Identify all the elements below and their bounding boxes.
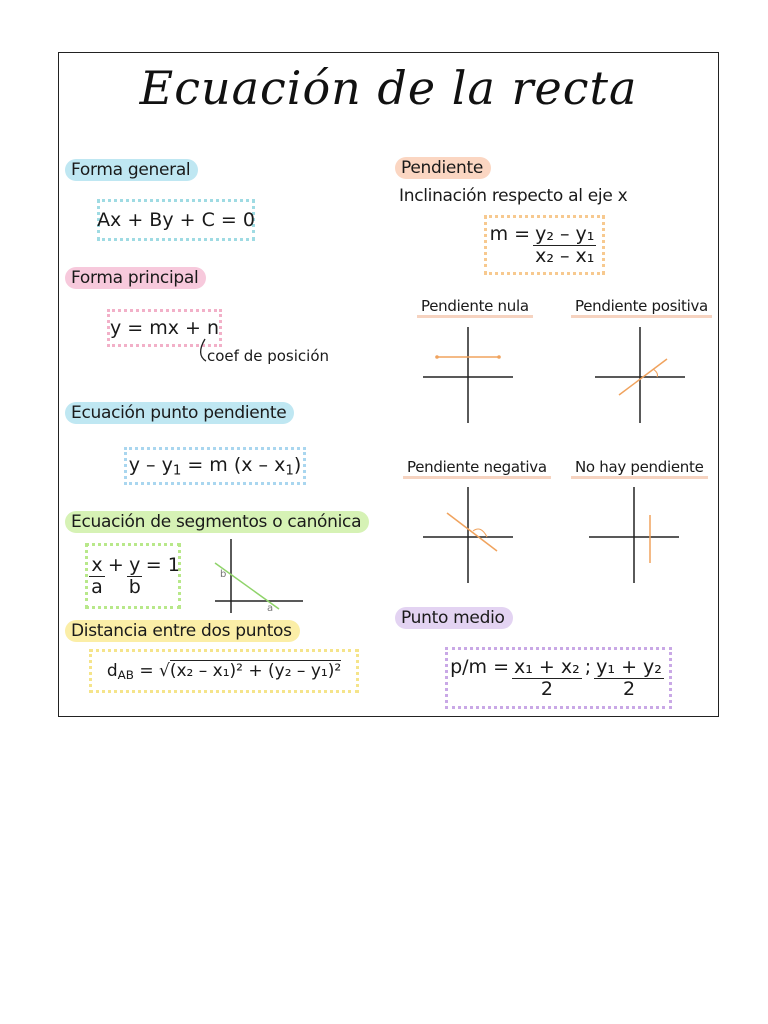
pendiente-fraction: $\frac{\text{y₂ – y₁}}{\text{x₂ – x₁}}$	[535, 222, 595, 267]
pendiente-nula-label: Pendiente nula	[417, 297, 533, 318]
canonica-graph	[207, 537, 307, 617]
fraction-x-over-a: $\frac{x}{a}$	[91, 553, 103, 598]
svg-text:a: a	[267, 603, 274, 614]
pendiente-positiva-graph	[593, 325, 687, 425]
punto-medio-heading: Punto medio	[395, 607, 513, 629]
punto-pendiente-formula-box	[124, 447, 306, 485]
pendiente-heading: Pendiente	[395, 157, 491, 179]
punto-medio-y-fraction: $\frac{\text{y₁ + y₂}}{2}$	[596, 655, 662, 700]
distancia-formula: $d_{AB} = √(x_2 - x_1)^2 + (y_2 - y_1)^2$	[106, 660, 342, 682]
pendiente-nula-graph	[421, 325, 515, 425]
pendiente-description: Inclinación respecto al eje x	[399, 186, 628, 206]
forma-general-formula-box	[97, 199, 255, 241]
forma-principal-heading: Forma principal	[65, 267, 206, 289]
pendiente-formula-box	[484, 215, 605, 275]
formula-sheet	[58, 52, 719, 717]
coef-posicion-note: coef de posición	[207, 347, 329, 365]
punto-pendiente-heading: Ecuación punto pendiente	[65, 402, 294, 424]
pendiente-m: m =	[489, 223, 531, 245]
punto-pendiente-formula: $y - y_1 = m$ $(x - x_1)$	[128, 453, 302, 479]
forma-principal-formula: y = mx + n	[109, 317, 220, 339]
no-hay-pendiente-label: No hay pendiente	[571, 458, 708, 479]
fraction-y-over-b: $\frac{y}{b}$	[128, 553, 141, 598]
pendiente-negativa-label: Pendiente negativa	[403, 458, 551, 479]
distancia-formula-box	[89, 649, 359, 693]
no-hay-pendiente-graph	[587, 485, 681, 585]
forma-general-heading: Forma general	[65, 159, 198, 181]
svg-text:b: b	[220, 569, 227, 580]
forma-general-formula: Ax + By + C = 0	[97, 209, 255, 231]
pendiente-positiva-label: Pendiente positiva	[571, 297, 712, 318]
canonica-heading: Ecuación de segmentos o canónica	[65, 511, 369, 533]
punto-medio-formula-box: p/m = $\frac{\text{x₁ + x₂}}{2}$ ; $\frac{\text{y₁ + y₂}}{2}$	[445, 647, 672, 709]
canonica-formula-box: $\frac{x}{a}$ + $\frac{y}{b}$ = 1	[85, 543, 181, 609]
pendiente-negativa-graph	[421, 485, 515, 585]
distancia-heading: Distancia entre dos puntos	[65, 620, 300, 642]
punto-medio-x-fraction: $\frac{\text{x₁ + x₂}}{2}$	[514, 655, 580, 700]
page-title: Ecuación de la recta	[139, 61, 638, 115]
